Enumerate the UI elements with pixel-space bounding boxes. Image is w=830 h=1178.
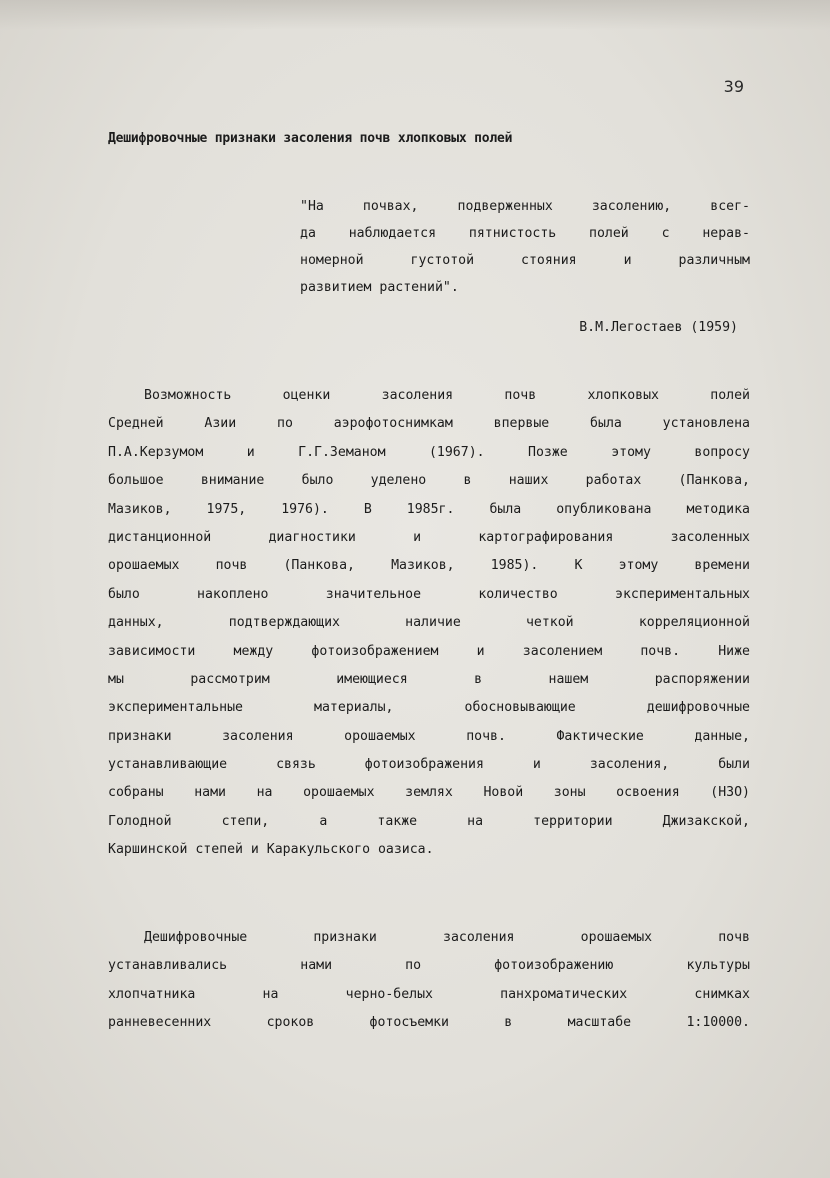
paragraph-line: мы рассмотрим имеющиеся в нашем распоряжении [108, 671, 750, 687]
paragraph-line: Мазиков, 1975, 1976). В 1985г. была опубликована методика [108, 501, 750, 517]
paragraph-line: Голодной степи, а также на территории Джизакской, [108, 813, 750, 829]
paragraph-line: орошаемых почв (Панкова, Мазиков, 1985). К этому времени [108, 558, 750, 574]
paragraph-line: ранневесенних сроков фотосъемки в масштабе 1:10000. [108, 1015, 750, 1031]
paragraph-line: признаки засоления орошаемых почв. Фактические данные, [108, 728, 750, 744]
paragraph-1 [108, 382, 750, 865]
epigraph-author: В.М.Легостаев (1959) [579, 320, 738, 335]
epigraph-line: номерной густотой стояния и различным [300, 253, 750, 268]
paragraph-line: большое внимание было уделено в наших работах (Панкова, [108, 473, 750, 489]
epigraph-line: да наблюдается пятнистость полей с нерав- [300, 226, 750, 241]
paragraph-line: Дешифровочные признаки засоления орошаемых почв [144, 930, 750, 945]
paragraph-line: П.А.Керзумом и Г.Г.Земаном (1967). Позже этому вопросу [108, 444, 750, 460]
paragraph-line: экспериментальные материалы, обосновывающие дешифровочные [108, 700, 750, 716]
paragraph-line: дистанционной диагностики и картографирования засоленных [108, 529, 750, 545]
scan-edge-shadow [0, 0, 830, 30]
paragraph-line: зависимости между фотоизображением и засолением почв. Ниже [108, 643, 750, 659]
epigraph [300, 193, 750, 301]
section-title: Дешифровочные признаки засоления почв хлопковых полей [108, 131, 513, 146]
paragraph-line: было накоплено значительное количество экспериментальных [108, 586, 750, 602]
paragraph-line: данных, подтверждающих наличие четкой корреляционной [108, 615, 750, 631]
paragraph-line: Возможность оценки засоления почв хлопковых полей [144, 388, 750, 403]
paragraph-line: устанавливались нами по фотоизображению культуры [108, 958, 750, 974]
paragraph-line: Каршинской степей и Каракульского оазиса. [108, 842, 434, 858]
page-number: 39 [723, 77, 744, 96]
paragraph-2 [108, 924, 750, 1038]
epigraph-line: развитием растений". [300, 280, 459, 295]
paragraph-line: устанавливающие связь фотоизображения и засоления, были [108, 757, 750, 773]
paragraph-line: хлопчатника на черно-белых панхроматических снимках [108, 986, 750, 1002]
paragraph-line: Средней Азии по аэрофотоснимкам впервые была установлена [108, 416, 750, 432]
epigraph-line: "На почвах, подверженных засолению, всег- [300, 199, 750, 214]
paragraph-line: собраны нами на орошаемых землях Новой зоны освоения (НЗО) [108, 785, 750, 801]
